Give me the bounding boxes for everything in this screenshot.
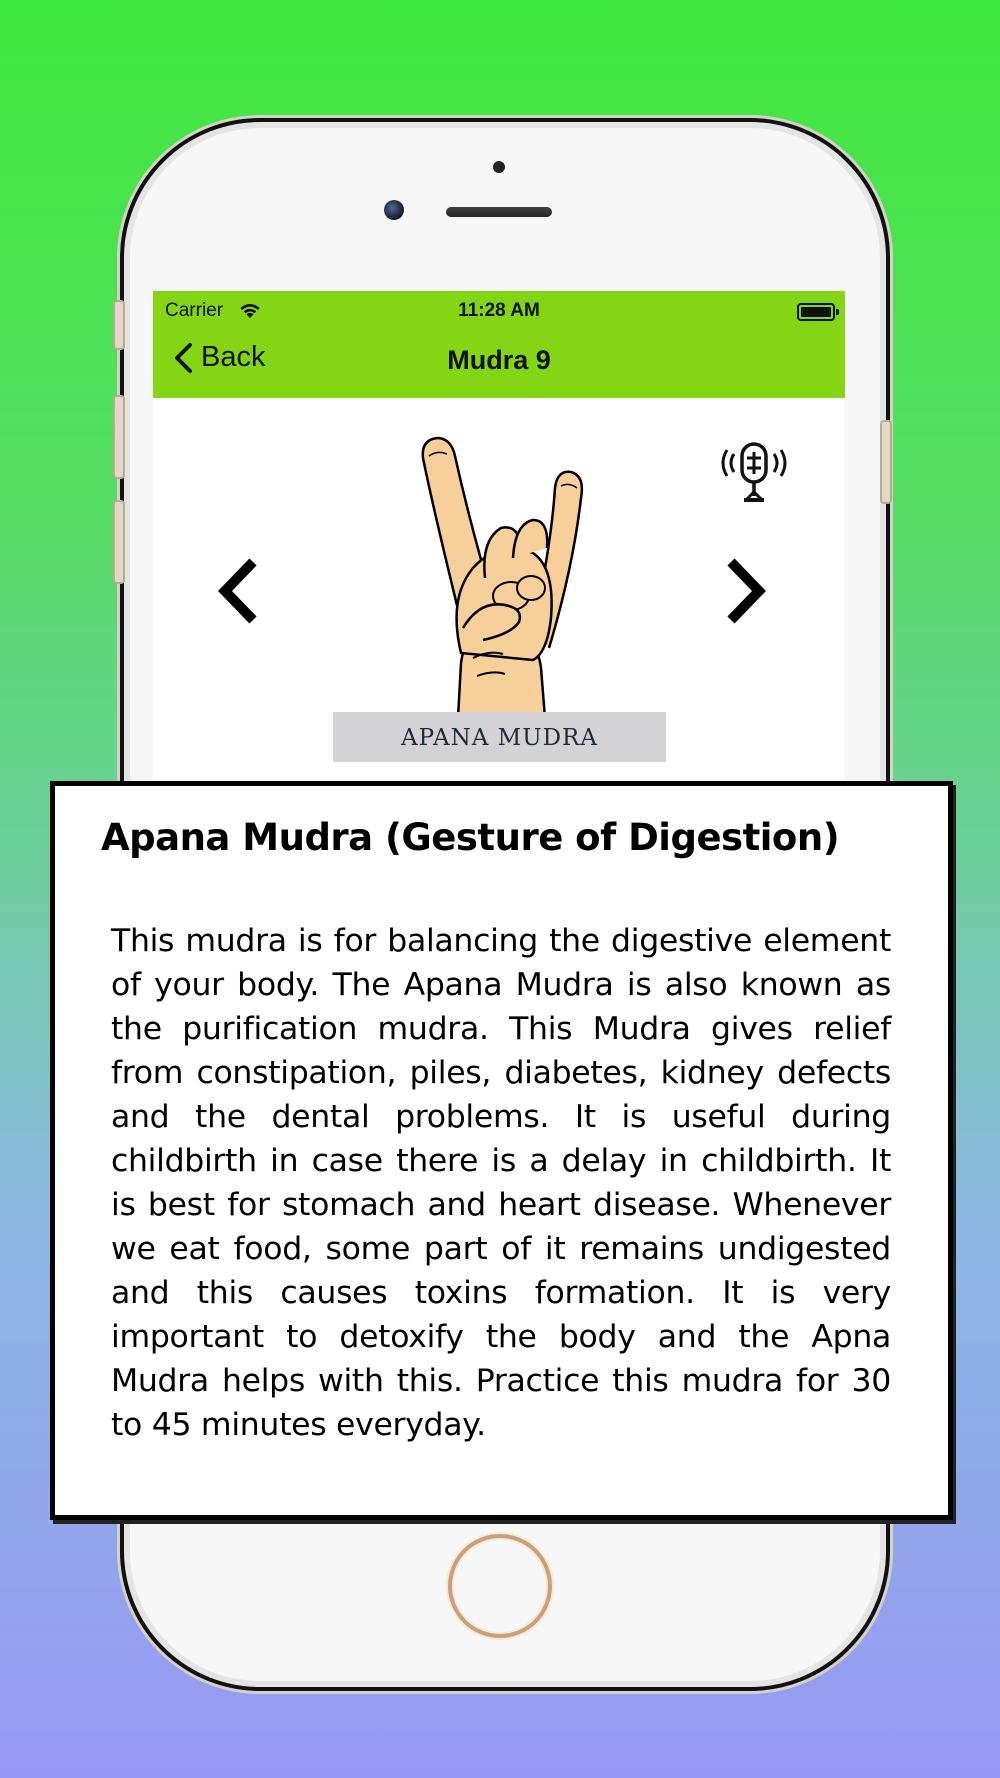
status-bar	[153, 300, 845, 326]
earpiece-speaker	[446, 207, 552, 217]
phone-silent-switch	[113, 300, 125, 350]
mudra-name-label: APANA MUDRA	[333, 712, 666, 762]
phone-power-button	[880, 420, 892, 504]
chevron-left-icon	[215, 556, 261, 626]
proximity-sensor	[493, 161, 505, 173]
microphone-icon	[718, 438, 790, 510]
description-body: This mudra is for balancing the digestive element of your body. The Apana Mudra is also known as the purification mudra. This Mudra gives relief from constipation, piles, diabetes, kidney defects and the dental problems. It is useful during childbirth in case there is a delay in childbirth. It is best for stomach and heart disease. Whenever we eat food, some part of it remains undigested and this causes toxins formation. It is very important to detoxify the body and the Apna Mudra helps with this. Practice this mudra for 30 to 45 minutes everyday.	[111, 923, 891, 1443]
navigation-bar	[153, 291, 845, 398]
back-button-label: Back	[201, 341, 266, 373]
chevron-right-icon	[723, 556, 769, 626]
home-button[interactable]	[448, 1534, 552, 1638]
carrier-label: Carrier	[165, 300, 224, 321]
mudra-description-card	[50, 781, 953, 1520]
audio-playback-button[interactable]	[718, 438, 790, 514]
phone-screen	[153, 291, 845, 791]
phone-volume-down-button	[113, 500, 125, 584]
mudra-viewer	[153, 398, 845, 791]
description-title: Apana Mudra (Gesture of Digestion)	[101, 816, 840, 859]
hand-mudra-illustration	[403, 428, 593, 722]
front-camera	[384, 200, 404, 220]
page-title: Mudra 9	[447, 345, 551, 375]
phone-volume-up-button	[113, 395, 125, 479]
previous-mudra-button[interactable]	[215, 556, 261, 630]
battery-icon	[797, 303, 835, 321]
status-time: 11:28 AM	[458, 300, 540, 321]
next-mudra-button[interactable]	[723, 556, 769, 630]
